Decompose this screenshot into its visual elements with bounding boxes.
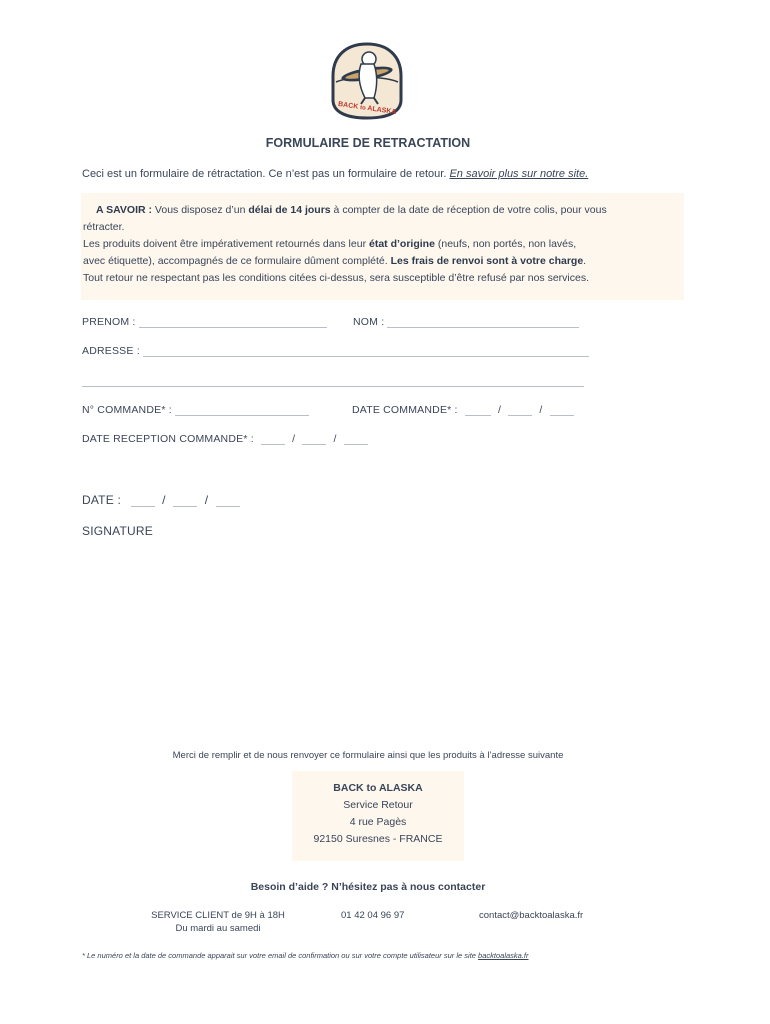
date-day[interactable] [131, 496, 155, 507]
date-commande-month[interactable] [508, 405, 532, 416]
info-l4c: . [583, 255, 587, 267]
date-month[interactable] [173, 496, 197, 507]
date-commande-label: DATE COMMANDE* : [352, 404, 458, 416]
info-l3a: Les produits doivent être impérativement retournés dans leur [83, 238, 369, 250]
date-commande-field[interactable] [352, 404, 574, 416]
info-l4a: avec étiquette), accompagnés de ce formulaire dûment complété. [83, 255, 391, 267]
adresse-label: ADRESSE : [82, 345, 140, 357]
nom-input-line[interactable] [387, 317, 579, 328]
address-city: 92150 Suresnes - FRANCE [313, 833, 443, 845]
info-l3c: (neufs, non portés, non lavés, [434, 238, 577, 250]
info-line-1 [96, 202, 672, 219]
adresse-input-line-2[interactable] [82, 376, 584, 387]
adresse-input-line[interactable] [143, 346, 589, 357]
nom-field[interactable] [353, 316, 579, 328]
slash: / [539, 404, 543, 416]
info-l1b: délai de 14 jours [248, 204, 331, 216]
intro-text [82, 168, 588, 180]
date-commande-year[interactable] [550, 405, 574, 416]
contact-email-link[interactable]: contact@backtoalaska.fr [479, 910, 584, 921]
date-reception-day[interactable] [261, 434, 285, 445]
phone-number[interactable]: 01 42 04 96 97 [341, 910, 405, 921]
info-line-2: rétracter. [83, 221, 125, 233]
info-a-savoir: A SAVOIR : [96, 204, 153, 216]
prenom-field[interactable] [82, 316, 327, 328]
footnote [82, 951, 529, 960]
intro-sentence: Ceci est un formulaire de rétractation. Ce n’est pas un formulaire de retour. [82, 168, 447, 180]
info-l1a: Vous disposez d’un [152, 204, 249, 216]
date-year[interactable] [216, 496, 240, 507]
address-name: BACK to ALASKA [333, 782, 423, 794]
date-reception-field[interactable] [82, 433, 368, 445]
thanks-text: Merci de remplir et de nous renvoyer ce formulaire ainsi que les produits à l’adresse suivante [172, 750, 564, 761]
address-dept: Service Retour [343, 799, 413, 811]
logo-text-to: to [359, 105, 367, 112]
service-days-text: Du mardi au samedi [175, 923, 261, 934]
date-reception-year[interactable] [344, 434, 368, 445]
info-line-5: Tout retour ne respectant pas les conditions citées ci-dessus, sera susceptible d’être refusé par nos services. [83, 272, 590, 284]
slash: / [162, 493, 166, 507]
adresse-field[interactable] [82, 345, 589, 357]
prenom-input-line[interactable] [139, 317, 327, 328]
date-reception-month[interactable] [302, 434, 326, 445]
logo-text-back: BACK [337, 100, 359, 111]
learn-more-link[interactable]: En savoir plus sur notre site. [449, 168, 589, 180]
return-address-box [292, 771, 464, 861]
prenom-label: PRENOM : [82, 316, 136, 328]
info-box [81, 193, 684, 300]
slash: / [292, 433, 296, 445]
info-l1c: à compter de la date de réception de votre colis, pour vous [330, 204, 607, 216]
date-label: DATE : [82, 493, 121, 507]
date-reception-label: DATE RECEPTION COMMANDE* : [82, 433, 254, 445]
date-commande-day[interactable] [465, 405, 491, 416]
info-l3b: état d’origine [369, 238, 435, 250]
page-title: FORMULAIRE DE RETRACTATION [265, 136, 471, 150]
date-field[interactable] [82, 493, 240, 507]
commande-label: N° COMMANDE* : [82, 404, 172, 416]
info-l4b: Les frais de renvoi sont à votre charge [390, 255, 584, 267]
signature-label: SIGNATURE [82, 524, 153, 538]
service-hours [148, 910, 288, 934]
info-line-3 [83, 236, 672, 253]
footnote-site-link[interactable]: backtoalaska.fr [478, 951, 529, 960]
footnote-text: * Le numéro et la date de commande apparait sur votre email de confirmation ou sur votre compte utilisateur sur le site [82, 951, 479, 960]
info-line-4 [83, 253, 672, 270]
address-street: 4 rue Pagès [349, 816, 407, 828]
service-hours-text: SERVICE CLIENT de 9H à 18H [151, 910, 285, 921]
nom-label: NOM : [353, 316, 385, 328]
commande-field[interactable] [82, 404, 309, 416]
slash: / [497, 404, 502, 416]
signature-area[interactable] [82, 545, 682, 735]
slash: / [204, 493, 209, 507]
brand-logo [330, 42, 404, 120]
logo-text-alaska: ALASKA [366, 105, 397, 117]
commande-input-line[interactable] [175, 405, 309, 416]
help-heading: Besoin d’aide ? N’hésitez pas à nous contacter [250, 881, 486, 893]
slash: / [333, 433, 337, 445]
